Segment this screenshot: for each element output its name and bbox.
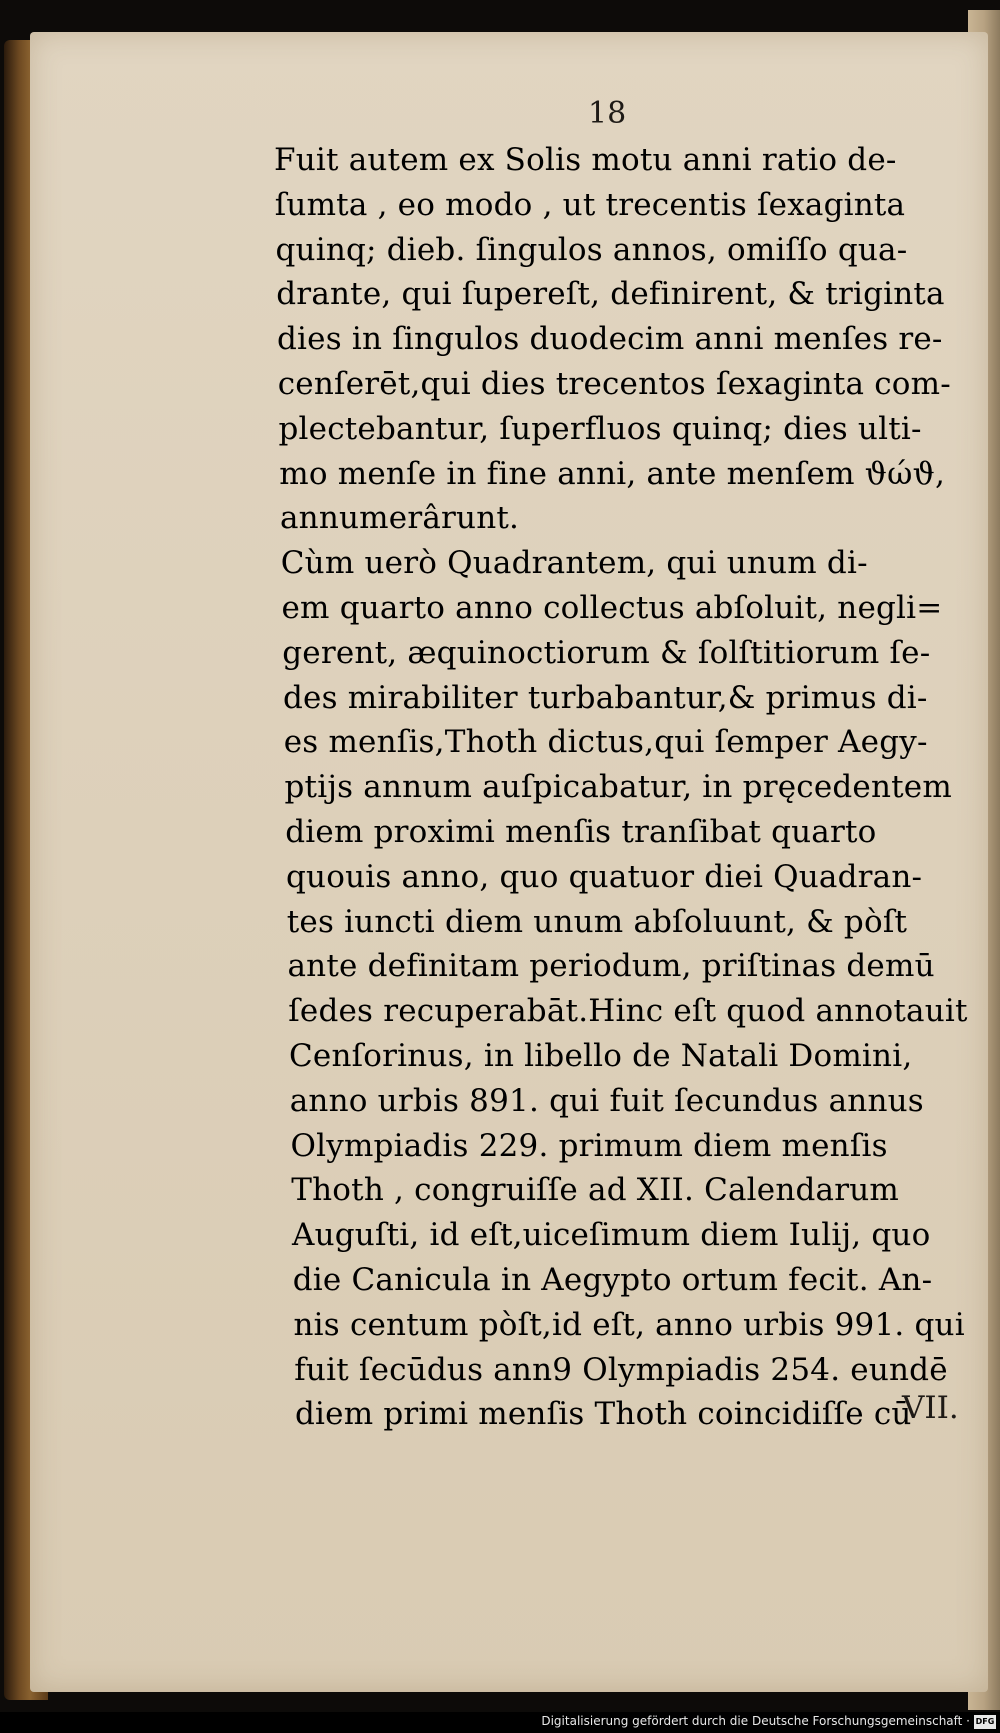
text-line: ſedes recuperabāt.Hinc eſt quod annotauit (288, 993, 968, 1030)
text-line: Auguſti, id eſt,uiceſimum diem Iulij, quo (292, 1217, 931, 1254)
text-line: tes iuncti diem unum abſoluunt, & pòſt (286, 903, 908, 940)
text-line: Thoth , congruiſſe ad XII. Calendarum (291, 1172, 900, 1209)
text-line: annumerârunt. (280, 500, 520, 537)
footer-bar (0, 1712, 1000, 1733)
text-line: ante definitam periodum, priſtinas demū (287, 948, 935, 985)
text-line: cenſerēt,qui dies trecentos ſexaginta com- (277, 365, 951, 402)
text-line: diem proximi menſis tranſibat quarto (285, 813, 877, 850)
text-line: diem primi menſis Thoth coincidiſſe cū (295, 1396, 912, 1433)
text-line: die Canicula in Aegypto ortum fecit. An- (292, 1261, 933, 1298)
text-line: em quarto anno collectus abſoluit, negli= (281, 589, 943, 626)
text-line: Olympiadis 229. primum diem menſis (290, 1127, 888, 1164)
footer-credit: Digitalisierung gefördert durch die Deutsche Forschungsgemeinschaft · (541, 1714, 970, 1728)
page-number: 18 (588, 96, 627, 131)
catchword: VII. (902, 1390, 959, 1426)
text-line: Cùm uerò Quadrantem, qui unum di- (280, 545, 868, 582)
text-line: ptijs annum auſpicabatur, in pręcedentem (284, 769, 952, 806)
text-line: quinq; dieb. ſingulos annos, omiſſo qua- (275, 231, 908, 268)
text-line: anno urbis 891. qui fuit ſecundus annus (289, 1082, 924, 1119)
text-line: des mirabiliter turbabantur,& primus di- (283, 679, 928, 716)
text-line: ſumta , eo modo , ut trecentis ſexaginta (274, 186, 906, 223)
text-body (274, 138, 968, 1437)
text-line: plectebantur, ſuperfluos quinq; dies ulti- (278, 410, 922, 447)
text-line: nis centum pòſt,id eſt, anno urbis 991. qui (293, 1306, 965, 1343)
text-line: quouis anno, quo quatuor diei Quadran- (286, 858, 923, 895)
text-line: Fuit autem ex Solis motu anni ratio de- (274, 142, 897, 178)
text-line: drante, qui ſupereſt, definirent, & triginta (276, 276, 945, 313)
text-line: es menſis,Thoth dictus,qui ſemper Aegy- (283, 724, 928, 761)
text-line: gerent, æquinoctiorum & ſolſtitiorum ſe- (282, 634, 931, 671)
text-line: fuit ſecūdus ann9 Olympiadis 254. eundē (294, 1351, 948, 1388)
dfg-logo-icon: DFG (974, 1715, 996, 1729)
text-line: dies in ſingulos duodecim anni menſes re- (277, 321, 943, 358)
text-line: mo menſe in fine anni, ante menſem ϑώϑ, (279, 455, 945, 492)
text-line: Cenſorinus, in libello de Natali Domini, (289, 1037, 913, 1074)
